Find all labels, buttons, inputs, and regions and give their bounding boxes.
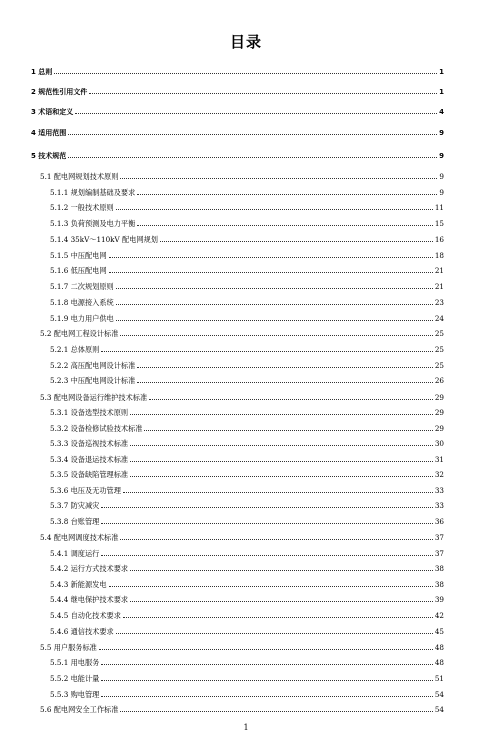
- toc-entry[interactable]: [50, 500, 444, 511]
- toc-entry-label: 5.3.3 设备巡视技术标准: [50, 439, 129, 448]
- toc-entry-label: 5.3.7 防灾减灾: [50, 501, 100, 510]
- toc-entry[interactable]: [50, 610, 444, 621]
- toc-entry-label: 5.1.2 一般技术原则: [50, 203, 114, 212]
- toc-leader-dots: [123, 485, 433, 493]
- toc-entry[interactable]: [50, 344, 444, 355]
- toc-entry[interactable]: [40, 704, 444, 715]
- page-title: 目录: [229, 33, 262, 51]
- toc-entry[interactable]: [50, 265, 444, 276]
- toc-leader-dots: [120, 171, 437, 179]
- toc-leader-dots: [101, 689, 433, 697]
- toc-entry-label: 2 规范性引用文件: [31, 88, 88, 96]
- toc-leader-dots: [89, 86, 437, 94]
- toc-entry-label: 3 术语和定义: [31, 108, 74, 116]
- toc-entry-label: 5.3.6 电压及无功管理: [50, 486, 121, 495]
- toc-entry-page: 37: [434, 549, 444, 558]
- toc-leader-dots: [68, 150, 437, 158]
- toc-leader-dots: [120, 328, 432, 336]
- toc-leader-dots: [123, 610, 433, 618]
- toc-leader-dots: [101, 344, 433, 352]
- toc-entry-page: 33: [434, 486, 444, 495]
- toc-entry-label: 5.3.2 设备检修试验技术标准: [50, 424, 143, 433]
- toc-entry-page: 31: [434, 455, 444, 464]
- toc-entry-page: 38: [434, 580, 444, 589]
- toc-leader-dots: [116, 202, 433, 210]
- toc-leader-dots: [120, 704, 432, 712]
- toc-entry-page: 16: [434, 235, 444, 244]
- toc-leader-dots: [109, 579, 433, 587]
- toc-entry-label: 5.4.3 新能源发电: [50, 580, 107, 589]
- toc-entry[interactable]: [50, 297, 444, 308]
- toc-entry-label: 5.4.1 调度运行: [50, 549, 100, 558]
- toc-leader-dots: [160, 234, 433, 242]
- toc-entry[interactable]: [31, 106, 444, 117]
- toc-leader-dots: [101, 516, 433, 524]
- toc-leader-dots: [54, 66, 437, 74]
- toc-entry-label: 5.5.3 购电管理: [50, 690, 100, 699]
- toc-leader-dots: [130, 469, 433, 477]
- toc-leader-dots: [130, 407, 433, 415]
- toc-entry-label: 5.1.5 中压配电网: [50, 251, 107, 260]
- toc-entry-label: 5.4 配电网调度技术标准: [40, 533, 119, 542]
- toc-leader-dots: [101, 548, 433, 556]
- toc-entry-label: 5.2.3 中压配电网设计标准: [50, 376, 136, 385]
- toc-entry-page: 32: [434, 470, 444, 479]
- toc-entry-page: 29: [434, 424, 444, 433]
- toc-entry[interactable]: [50, 250, 444, 261]
- toc-entry-page: 29: [434, 393, 444, 402]
- toc-entry-label: 5.4.6 通信技术要求: [50, 627, 114, 636]
- toc-entry-page: 39: [434, 595, 444, 604]
- toc-entry-label: 5.1.4 35kV～110kV 配电网规划: [50, 235, 158, 244]
- toc-entry-page: 48: [434, 658, 444, 667]
- toc-entry[interactable]: [31, 127, 444, 138]
- toc-leader-dots: [101, 657, 433, 665]
- toc-leader-dots: [109, 250, 433, 258]
- toc-entry-label: 5.4.4 继电保护技术要求: [50, 595, 129, 604]
- toc-entry[interactable]: [40, 328, 444, 339]
- toc-entry[interactable]: [50, 689, 444, 700]
- toc-entry-label: 5.3.1 设备选型技术原则: [50, 408, 129, 417]
- toc-entry-label: 5 技术规范: [31, 152, 67, 160]
- toc-entry-page: 25: [434, 329, 444, 338]
- toc-entry-page: 23: [434, 298, 444, 307]
- toc-entry-page: 45: [434, 627, 444, 636]
- toc-entry-page: 37: [434, 533, 444, 542]
- toc-entry-page: 33: [434, 501, 444, 510]
- toc-entry-label: 5.5.1 用电服务: [50, 658, 100, 667]
- toc-entry[interactable]: [50, 187, 444, 198]
- toc-entry-page: 11: [434, 203, 444, 212]
- toc-leader-dots: [101, 500, 433, 508]
- toc-entry-label: 5.1.9 电力用户供电: [50, 314, 114, 323]
- toc-leader-dots: [68, 127, 437, 135]
- toc-leader-dots: [116, 297, 433, 305]
- toc-entry-label: 5.2.2 高压配电网设计标准: [50, 361, 136, 370]
- toc-entry-label: 5.4.5 自动化技术要求: [50, 611, 121, 620]
- toc-entry[interactable]: [50, 563, 444, 574]
- toc-entry[interactable]: [31, 150, 444, 161]
- toc-entry-page: 21: [434, 282, 444, 291]
- toc-entry-page: 9: [439, 188, 444, 197]
- toc-entry-page: 54: [434, 690, 444, 699]
- toc-entry[interactable]: [50, 626, 444, 637]
- toc-entry[interactable]: [50, 469, 444, 480]
- toc-entry-label: 5.1.1 规划编制基础及要求: [50, 188, 136, 197]
- toc-entry[interactable]: [50, 594, 444, 605]
- toc-entry[interactable]: [50, 218, 444, 229]
- toc-entry[interactable]: [50, 423, 444, 434]
- toc-entry[interactable]: [50, 516, 444, 527]
- toc-leader-dots: [137, 360, 433, 368]
- toc-entry-label: 5.5 用户服务标准: [40, 643, 97, 652]
- toc-entry-label: 5.1 配电网规划技术原则: [40, 172, 119, 181]
- toc-leader-dots: [137, 187, 437, 195]
- toc-entry[interactable]: [50, 313, 444, 324]
- toc-leader-dots: [144, 423, 432, 431]
- toc-entry[interactable]: [40, 171, 444, 182]
- toc-leader-dots: [116, 313, 433, 321]
- toc-entry[interactable]: [31, 86, 444, 97]
- toc-leader-dots: [109, 265, 433, 273]
- toc-entry-page: 9: [439, 152, 444, 160]
- toc-entry-page: 25: [434, 361, 444, 370]
- toc-entry-label: 5.6 配电网安全工作标准: [40, 705, 119, 714]
- toc-entry[interactable]: [50, 360, 444, 371]
- toc-leader-dots: [137, 218, 433, 226]
- toc-entry-label: 5.4.2 运行方式技术要求: [50, 564, 129, 573]
- toc-entry-page: 48: [434, 643, 444, 652]
- toc-entry-page: 21: [434, 266, 444, 275]
- toc-entry[interactable]: [50, 202, 444, 213]
- toc-entry-page: 1: [439, 68, 444, 76]
- toc-entry-page: 1: [439, 88, 444, 96]
- toc-entry-page: 54: [434, 705, 444, 714]
- toc-entry-page: 30: [434, 439, 444, 448]
- toc-entry-page: 29: [434, 408, 444, 417]
- toc-leader-dots: [120, 532, 432, 540]
- toc-entry-label: 5.1.7 二次规划原则: [50, 282, 114, 291]
- toc-entry-page: 25: [434, 345, 444, 354]
- toc-entry-label: 5.2.1 总体原则: [50, 345, 100, 354]
- toc-entry-label: 5.3.5 设备缺陷管理标准: [50, 470, 129, 479]
- toc-entry[interactable]: [50, 375, 444, 386]
- toc-entry-label: 5.1.3 负荷预测及电力平衡: [50, 219, 136, 228]
- toc-entry-label: 5.5.2 电能计量: [50, 674, 100, 683]
- toc-entry[interactable]: [50, 548, 444, 559]
- toc-entry-label: 1 总则: [31, 68, 53, 76]
- toc-entry-label: 5.1.8 电源接入系统: [50, 298, 114, 307]
- toc-entry[interactable]: [40, 392, 444, 403]
- toc-entry[interactable]: [50, 579, 444, 590]
- toc-entry-label: 5.3.4 设备退运技术标准: [50, 455, 129, 464]
- toc-entry[interactable]: [50, 407, 444, 418]
- toc-entry-label: 4 适用范围: [31, 129, 67, 137]
- toc-entry[interactable]: [40, 642, 444, 653]
- toc-entry[interactable]: [40, 532, 444, 543]
- toc-entry-page: 4: [439, 108, 444, 116]
- toc-entry-label: 5.3 配电网设备运行维护技术标准: [40, 393, 148, 402]
- toc-entry[interactable]: [31, 66, 444, 77]
- toc-entry-label: 5.1.6 低压配电网: [50, 266, 107, 275]
- toc-entry[interactable]: [50, 657, 444, 668]
- toc-leader-dots: [99, 642, 433, 650]
- toc-leader-dots: [75, 106, 437, 114]
- toc-entry-page: 24: [434, 314, 444, 323]
- toc-leader-dots: [116, 626, 433, 634]
- toc-leader-dots: [101, 673, 433, 681]
- toc-entry[interactable]: [50, 454, 444, 465]
- toc-entry-page: 38: [434, 564, 444, 573]
- toc-entry[interactable]: [50, 438, 444, 449]
- toc-entry-label: 5.2 配电网工程设计标准: [40, 329, 119, 338]
- toc-entry-page: 51: [434, 674, 444, 683]
- toc-leader-dots: [130, 594, 433, 602]
- toc-leader-dots: [116, 281, 433, 289]
- toc-entry-page: 9: [439, 172, 444, 181]
- page-number: 1: [243, 723, 249, 732]
- toc-entry-page: 26: [434, 376, 444, 385]
- toc-entry-label: 5.3.8 台账管理: [50, 517, 100, 526]
- toc-entry[interactable]: [50, 485, 444, 496]
- toc-leader-dots: [130, 438, 433, 446]
- toc-entry[interactable]: [50, 281, 444, 292]
- toc-entry-page: 15: [434, 219, 444, 228]
- toc-leader-dots: [130, 454, 433, 462]
- toc-entry-page: 18: [434, 251, 444, 260]
- toc-entry[interactable]: [50, 234, 444, 245]
- toc-leader-dots: [130, 563, 433, 571]
- toc-entry-page: 36: [434, 517, 444, 526]
- toc-entry-page: 42: [434, 611, 444, 620]
- toc-leader-dots: [137, 375, 433, 383]
- toc-entry[interactable]: [50, 673, 444, 684]
- toc-entry-page: 9: [439, 129, 444, 137]
- toc-leader-dots: [149, 392, 433, 400]
